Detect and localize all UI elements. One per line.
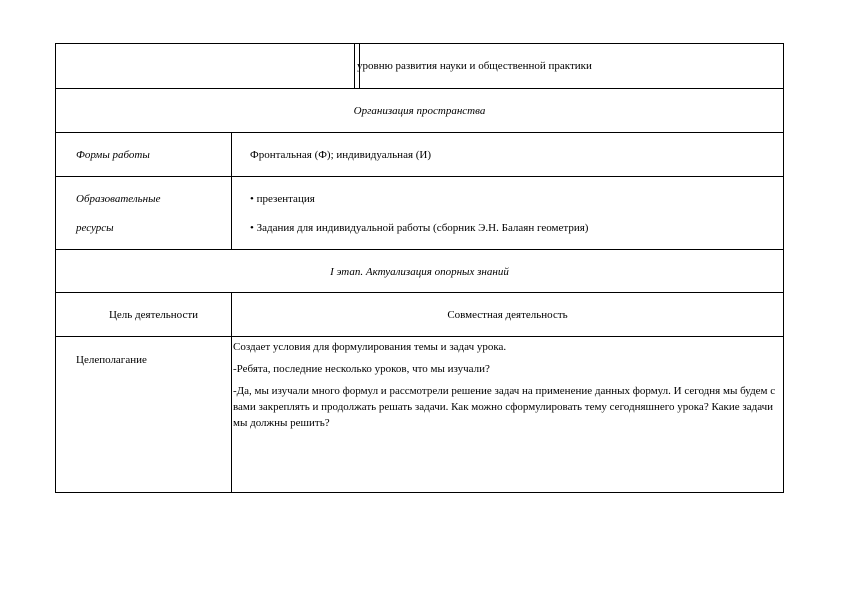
work-forms-label: Формы работы — [76, 149, 150, 161]
lesson-plan-table — [55, 43, 784, 493]
paragraph: -Да, мы изучали много формул и рассмотрели решение задач на применение данных формул. И сегодня мы будем с вами закреплять и продолжать решать задачи. Как можно сформулировать тему сегодняшнего урока? Какие задачи мы должны решить? — [233, 385, 776, 429]
work-forms-value: Фронтальная (Ф); индивидуальная (И) — [250, 149, 432, 161]
divider — [231, 292, 232, 492]
resources-label-line1: Образовательные — [76, 193, 161, 205]
divider — [56, 132, 783, 133]
divider — [56, 176, 783, 177]
divider — [56, 292, 783, 293]
paragraph: -Ребята, последние несколько уроков, что мы изучали? — [233, 363, 490, 375]
paragraph: Создает условия для формулирования темы и задач урока. — [233, 341, 507, 353]
divider — [56, 249, 783, 250]
top-row-text: уровню развития науки и общественной практики — [357, 60, 592, 72]
divider — [56, 88, 783, 89]
resource-item-tasks: • Задания для индивидуальной работы (сборник Э.Н. Балаян геометрия) — [250, 222, 589, 234]
resources-label-line2: ресурсы — [76, 222, 114, 234]
goal-row-label: Целеполагание — [76, 354, 147, 366]
space-header: Организация пространства — [353, 105, 486, 117]
goal-row-content — [233, 339, 781, 431]
divider — [231, 132, 232, 249]
divider — [56, 336, 783, 337]
column-header-goal: Цель деятельности — [108, 309, 199, 321]
column-header-joint: Совместная деятельность — [447, 309, 568, 321]
divider — [354, 44, 355, 88]
resource-item-presentation: • презентация — [250, 193, 315, 205]
stage-header: I этап. Актуализация опорных знаний — [330, 266, 509, 278]
